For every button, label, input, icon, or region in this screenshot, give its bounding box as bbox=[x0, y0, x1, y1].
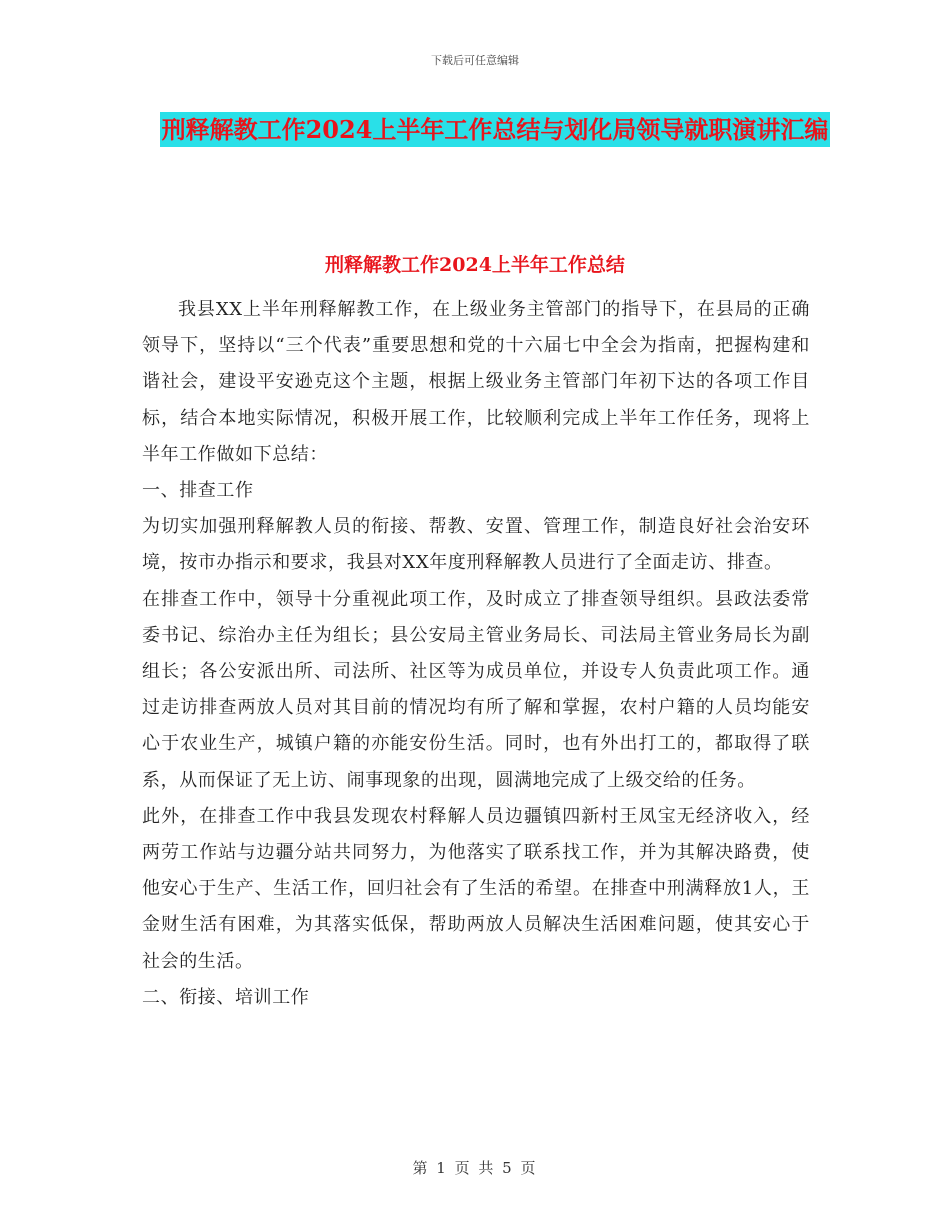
paragraph-investigation-cases: 此外，在排查工作中我县发现农村释解人员边疆镇四新村王凤宝无经济收入，经两劳工作站与边疆分站共同努力，为他落实了联系找工作，并为其解决路费，使他安心于生产、生活工作，回归社会有了生活的希望。在排查中刑满释放1人，王金财生活有困难，为其落实低保，帮助两放人员解决生活困难问题，使其安心于社会的生活。 bbox=[142, 805, 810, 972]
document-title-text: 刑释解教工作2024上半年工作总结与划化局领导就职演讲汇编 bbox=[160, 112, 831, 147]
paragraph-investigation-organization: 在排查工作中，领导十分重视此项工作，及时成立了排查领导组织。县政法委常委书记、综治办主任为组长；县公安局主管业务局长、司法局主管业务局长为副组长；各公安派出所、司法所、社区等为成员单位，并设专人负责此项工作。通过走访排查两放人员对其目前的情况均有所了解和掌握，农村户籍的人员均能安心于农业生产，城镇户籍的亦能安份生活。同时，也有外出打工的，都取得了联系，从而保证了无上访、闹事现象的出现，圆满地完成了上级交给的任务。 bbox=[142, 588, 810, 791]
document-body bbox=[142, 292, 810, 1016]
header-note: 下载后可任意编辑 bbox=[431, 54, 519, 67]
document-title bbox=[100, 108, 890, 152]
heading-handover-training: 二、衔接、培训工作 bbox=[142, 986, 310, 1008]
section-title: 刑释解教工作2024上半年工作总结 bbox=[325, 254, 625, 276]
paragraph-intro: 我县XX上半年刑释解教工作，在上级业务主管部门的指导下，在县局的正确领导下，坚持以“三个代表”重要思想和党的十六届七中全会为指南，把握构建和谐社会，建设平安逊克这个主题，根据上级业务主管部门年初下达的各项工作目标，结合本地实际情况，积极开展工作，比较顺利完成上半年工作任务，现将上半年工作做如下总结： bbox=[142, 299, 810, 465]
page-footer: 第 1 页 共 5 页 bbox=[412, 1159, 538, 1177]
heading-investigation: 一、排查工作 bbox=[142, 480, 254, 502]
paragraph-investigation-purpose: 为切实加强刑释解教人员的衔接、帮教、安置、管理工作，制造良好社会治安环境，按市办指示和要求，我县对XX年度刑释解教人员进行了全面走访、排查。 bbox=[142, 516, 810, 574]
